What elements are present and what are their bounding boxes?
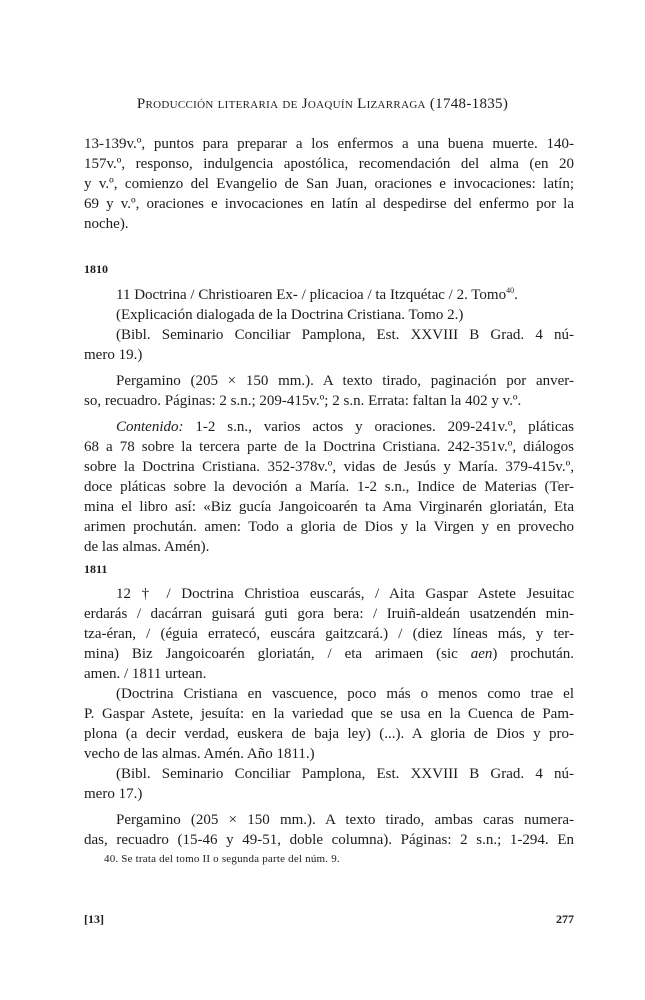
entry-physical: Pergamino (205 × 150 mm.). A texto tirado, ambas caras numera- — [116, 812, 574, 828]
text-line: noche). — [84, 216, 129, 232]
entry-title-text: 11 Doctrina / Christioaren Ex- / plicacioa / ta Itzquétac / 2. Tomo — [116, 287, 507, 303]
entry-translation: plona (a decir verdad, euskera de baja ley) (...). A gloria de Dios y pro- — [84, 726, 574, 742]
entry-title-line: tza-éran, / (éguia erratecó, euscára gaitzcará.) / (diez líneas más, y ter- — [84, 626, 574, 642]
entry-title-line: 12 † / Doctrina Christioa euscarás, / Aita Gaspar Astete Jesuitac — [116, 586, 574, 602]
entry-number: 1811 — [84, 562, 108, 576]
entry-translation: P. Gaspar Astete, jesuíta: en la variedad que se usa en la Cuenca de Pam- — [84, 706, 574, 722]
entry-title-line: amen. / 1811 urtean. — [84, 666, 207, 682]
folio-bracket: [13] — [84, 912, 104, 926]
running-head: Producción literaria de Joaquín Lizarraga (1748-1835) — [136, 96, 509, 112]
entry-bibl: (Bibl. Seminario Conciliar Pamplona, Est. XXVIII B Grad. 4 nú- — [116, 766, 574, 782]
title-text: mina) Biz Jangoicoarén gloriatán, / eta arimaen (sic — [84, 646, 471, 662]
entry-bibl: (Bibl. Seminario Conciliar Pamplona, Est. XXVIII B Grad. 4 nú- — [116, 327, 574, 343]
entry-translation: (Doctrina Cristiana en vascuence, poco más o menos como trae el — [116, 686, 574, 702]
text-line: y v.º, comienzo del Evangelio de San Juan, oraciones e invocaciones: latín; — [84, 176, 574, 192]
contenido-label: Contenido: — [116, 419, 184, 435]
entry-contents-line — [84, 417, 574, 437]
text-line: 157v.º, responso, indulgencia apostólica, recomendación del alma (en 20 — [84, 156, 574, 172]
entry-title-line: erdarás / dacárran guisará guti gora bera: / Iruiñ-aldeán usatzendén min- — [84, 606, 574, 622]
entry-translation: (Explicación dialogada de la Doctrina Cristiana. Tomo 2.) — [116, 307, 464, 323]
entry-bibl-cont: mero 19.) — [84, 347, 143, 363]
entry-1810 — [84, 285, 574, 557]
entry-translation: vecho de las almas. Amén. Año 1811.) — [84, 746, 315, 762]
text-line: 69 y v.º, oraciones e invocaciones en latín al despedirse del enfermo por la — [84, 196, 574, 212]
contents-text: 1-2 s.n., varios actos y oraciones. 209-241v.º, pláticas — [183, 419, 574, 435]
entry-title-line: 11 Doctrina / Christioaren Ex- / plicacioa / ta Itzquétac / 2. Tomo$^{40}$. — [116, 286, 518, 303]
text-line: 13-139v.º, puntos para preparar a los enfermos a una buena muerte. 140- — [84, 136, 574, 152]
entry-contents-line: 68 a 78 sobre la tercera parte de la Doctrina Cristiana. 242-351v.º, diálogos — [84, 439, 574, 455]
entry-physical: Pergamino (205 × 150 mm.). A texto tirado, paginación por anver- — [116, 373, 574, 389]
entry-contents-line: sobre la Doctrina Cristiana. 352-378v.º, vidas de Jesús y María. 379-415v.º, — [84, 459, 574, 475]
page-number: 277 — [556, 912, 574, 926]
intro-paragraph — [84, 134, 574, 234]
title-text: ) prochután. — [492, 646, 574, 662]
entry-contents-line: mina el libro así: «Biz gucía Jangoicoarén ta Ama Virginarén gloriatán, Eta — [84, 499, 574, 515]
footnote: 40. Se trata del tomo II o segunda parte del núm. 9. — [104, 853, 340, 865]
footnote-ref: 40 — [506, 286, 515, 295]
entry-physical-cont: so, recuadro. Páginas: 2 s.n.; 209-415v.º; 2 s.n. Errata: faltan la 402 y v.º. — [84, 393, 522, 409]
title-italic: aen — [470, 646, 493, 662]
entry-1811 — [84, 584, 574, 850]
entry-title-line — [84, 644, 574, 664]
entry-contents-line: doce pláticas sobre la devoción a María. 1-2 s.n., Indice de Materias (Ter- — [84, 479, 574, 495]
entry-bibl-cont: mero 17.) — [84, 786, 143, 802]
entry-physical-cont: das, recuadro (15-46 y 49-51, doble columna). Páginas: 2 s.n.; 1-294. En — [84, 832, 574, 848]
entry-number: 1810 — [84, 262, 108, 276]
entry-contents-line: arimen prochután. amen: Todo a gloria de Dios y la Virgen y en provecho — [84, 519, 574, 535]
entry-contents-line: de las almas. Amén). — [84, 539, 210, 555]
